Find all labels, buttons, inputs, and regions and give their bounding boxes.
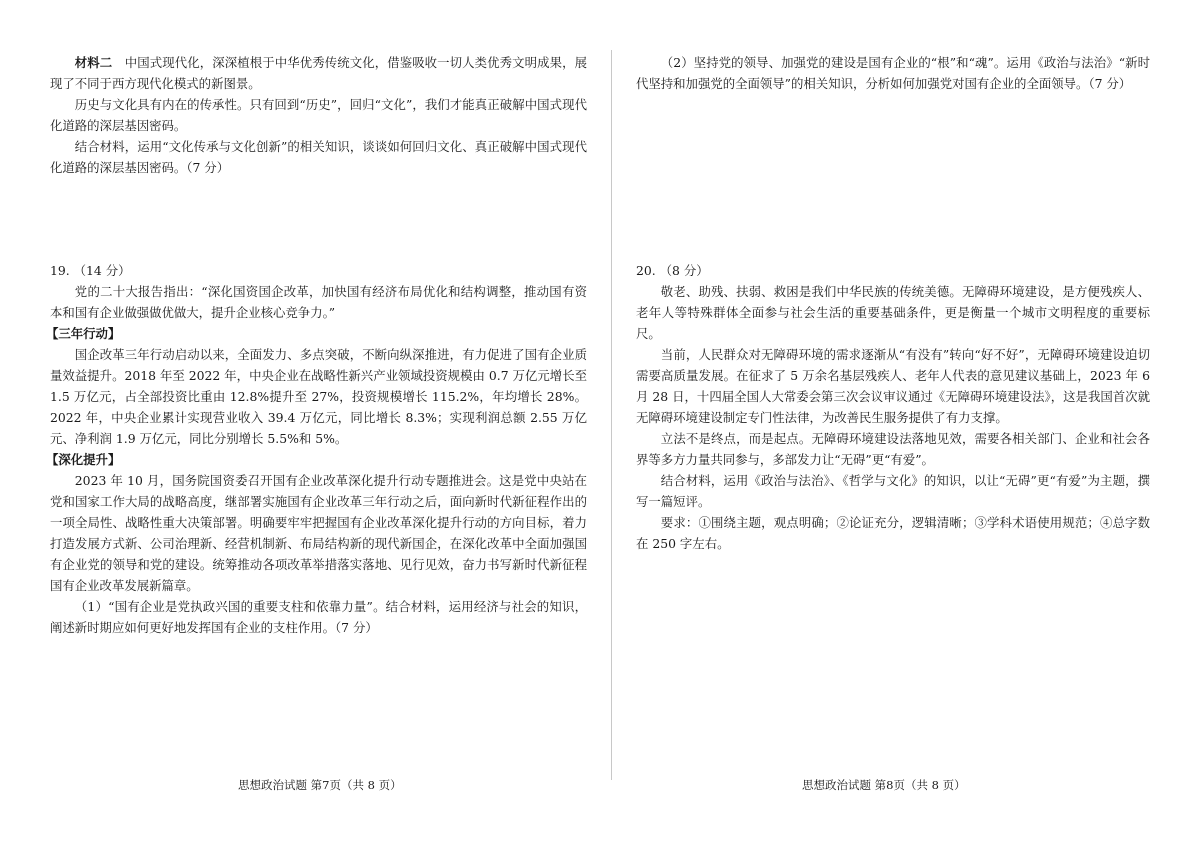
question-20 [636,260,1150,554]
material2-question: 结合材料，运用“文化传承与文化创新”的相关知识，谈谈如何回归文化、真正破解中国式现代化道路的深层基因密码。（7 分） [50,139,587,175]
page-divider [611,50,612,780]
question-19-heading: 19. （14 分） [50,263,131,278]
question-19-sub1: （1）“国有企业是党执政兴国的重要支柱和依靠力量”。结合材料，运用经济与社会的知识，阐述新时期应如何更好地发挥国有企业的支柱作用。（7 分） [50,599,587,635]
question-20-paragraph-1: 敬老、助残、扶弱、救困是我们中华民族的传统美德。无障碍环境建设，是方便残疾人、老年人等特殊群体全面参与社会生活的重要基础条件，更是衡量一个城市文明程度的重要标尺。 [636,284,1150,341]
question-20-prompt: 结合材料，运用《政治与法治》、《哲学与文化》的知识，以让“无碍”更“有爱”为主题，撰写一篇短评。 [636,473,1150,509]
section-three-year-title: 【三年行动】 [46,326,121,341]
question-20-paragraph-2: 当前，人民群众对无障碍环境的需求逐渐从“有没有”转向“好不好”，无障碍环境建设迫切需要高质量发展。在征求了 5 万余名基层残疾人、老年人代表的意见建议基础上，2023 年 6 月 28 日，十四届全国人大常委会第三次会议审议通过《无障碍环境建设法》，这是我国首次就无障碍环境建设制定专门性法律，为改善民生服务提供了有力支撑。 [636,347,1150,425]
material2-paragraph-1: 材料二 中国式现代化，深深植根于中华优秀传统文化，借鉴吸收一切人类优秀文明成果，展现了不同于西方现代化模式的新图景。 [50,55,588,91]
question-20-heading: 20. （8 分） [636,263,709,278]
question-19-sub2-block [636,52,1150,94]
question-19-intro: 党的二十大报告指出：“深化国资国企改革，加快国有经济布局优化和结构调整，推动国有资本和国有企业做强做优做大，提升企业核心竞争力。” [50,284,587,320]
right-page-footer: 思想政治试题 第8页（共 8 页） [802,778,966,792]
question-20-requirements: 要求：①围绕主题，观点明确；②论证充分，逻辑清晰；③学科术语使用规范；④总字数在 250 字左右。 [636,515,1150,551]
section-deepening-title: 【深化提升】 [46,452,121,467]
section-deepening-text: 2023 年 10 月，国务院国资委召开国有企业改革深化提升行动专题推进会。这是党中央站在党和国家工作大局的战略高度，继部署实施国有企业改革三年行动之后，面向新时代新征程作出的一项全局性、战略性重大决策部署。明确要牢牢把握国有企业改革深化提升行动的方向目标，着力打造发展方式新、公司治理新、经营机制新、布局结构新的现代新国企，在深化改革中全面加强国有企业党的领导和党的建设。统筹推动各项改革举措落实落地、见行见效，奋力书写新时代新征程国有企业改革发展新篇章。 [50,473,587,593]
section-three-year-text: 国企改革三年行动启动以来，全面发力、多点突破，不断向纵深推进，有力促进了国有企业质量效益提升。2018 年至 2022 年，中央企业在战略性新兴产业领域投资规模由 0.7 万亿元增长至 1.5 万亿元，占全部投资比重由 12.8%提升至 27%，投资规模增长 115.2%，年均增长 28%。2022 年，中央企业累计实现营业收入 39.4 万亿元，同比增长 8.3%；实现利润总额 2.55 万亿元、净利润 1.9 万亿元，同比分别增长 5.5%和 5%。 [50,347,587,446]
material2-paragraph-2: 历史与文化具有内在的传承性。只有回到“历史”，回归“文化”，我们才能真正破解中国式现代化道路的深层基因密码。 [50,97,587,133]
question-19-sub2: （2）坚持党的领导、加强党的建设是国有企业的“根”和“魂”。运用《政治与法治》“新时代坚持和加强党的全面领导”的相关知识，分析如何加强党对国有企业的全面领导。（7 分） [636,55,1150,91]
material2-label: 材料二 [74,55,113,70]
material2-block [50,52,587,178]
question-19 [46,260,587,638]
question-20-paragraph-3: 立法不是终点，而是起点。无障碍环境建设法落地见效，需要各相关部门、企业和社会各界等多方力量共同参与，多部发力让“无碍”更“有爱”。 [636,431,1150,467]
left-page-footer: 思想政治试题 第7页（共 8 页） [238,778,402,792]
